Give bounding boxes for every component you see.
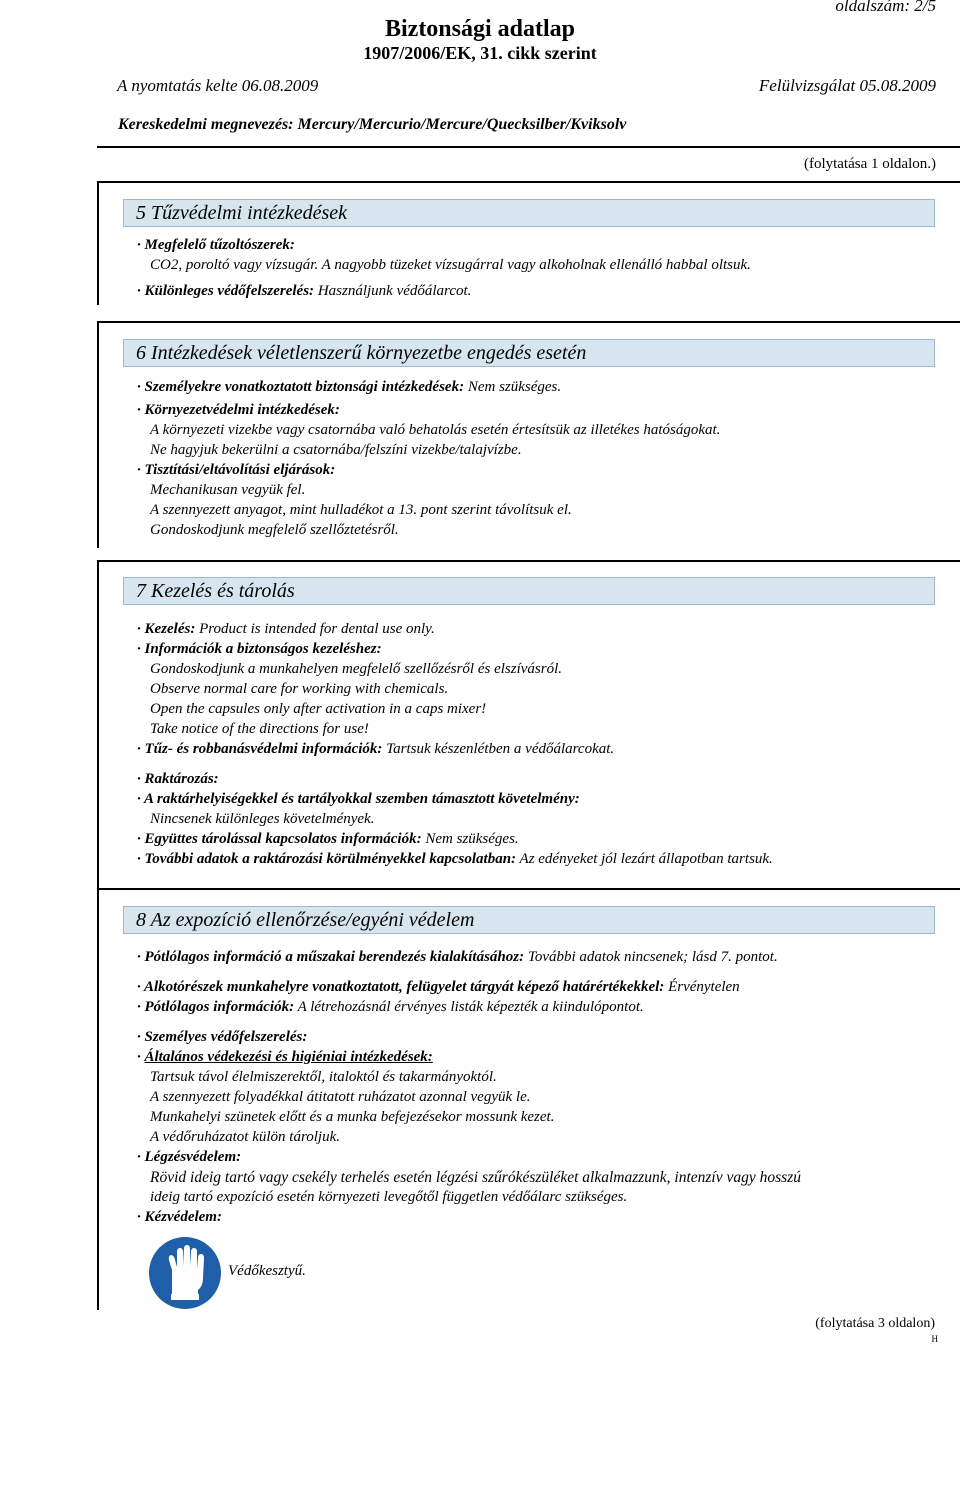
header-rule: [97, 146, 960, 148]
value: Érvénytelen: [664, 979, 740, 995]
section-8-title: 8 Az expozíció ellenőrzése/egyéni védelem: [123, 906, 935, 934]
label: · Tűz- és robbanásvédelmi információk:: [137, 741, 383, 757]
value: Tartsuk készenlétben a védőálarcokat.: [382, 741, 615, 757]
value: A létrehozásnál érvényes listák képezték a kiindulópontot.: [294, 999, 644, 1015]
s5-line: [137, 282, 471, 301]
document-subtitle: 1907/2006/EK, 31. cikk szerint: [363, 43, 597, 63]
s8-line: [137, 978, 740, 997]
section-6-title: 6 Intézkedések véletlenszerű környezetbe engedés esetén: [123, 339, 935, 367]
s8-line: Rövid ideig tartó vagy csekély terhelés esetén légzési szűrókészüléket alkalmazzunk, intenzív vagy hosszú: [150, 1169, 801, 1186]
glove-icon: [148, 1236, 222, 1310]
footer-mark: H: [931, 1334, 938, 1344]
s8-hygiene-heading: Általános védekezési és higiéniai intézkedések:: [144, 1049, 433, 1065]
label: · Különleges védőfelszerelés:: [137, 283, 315, 299]
s7-line: Observe normal care for working with chemicals.: [150, 681, 449, 697]
s6-line: · Környezetvédelmi intézkedések:: [137, 402, 340, 418]
s8-line: ideig tartó expozíció esetén környezeti levegőtől független védőálarc szükséges.: [150, 1189, 628, 1205]
value: Használjunk védőálarcot.: [314, 283, 472, 299]
s8-line: · Személyes védőfelszerelés:: [137, 1029, 308, 1045]
label: · Alkotórészek munkahelyre vonatkoztatott, felügyelet tárgyát képező határértékekkel:: [137, 979, 665, 995]
s6-line: Mechanikusan vegyük fel.: [150, 482, 306, 498]
revision-date: Felülvizsgálat 05.08.2009: [758, 76, 936, 95]
s6-line: A környezeti vizekbe vagy csatornába való behatolás esetén értesítsük az illetékes hatóságokat.: [150, 422, 721, 438]
value: Nem szükséges.: [421, 831, 519, 847]
document-title: Biztonsági adatlap: [384, 16, 576, 42]
s6-line: Gondoskodjunk megfelelő szellőztetésről.: [150, 522, 399, 538]
label: · Pótlólagos információ a műszakai berendezés kialakításához:: [137, 949, 525, 965]
s6-line: · Tisztítási/eltávolítási eljárások:: [137, 462, 336, 478]
s7-line: [137, 830, 519, 849]
s8-line: [137, 948, 778, 967]
s8-line: Tartsuk távol élelmiszerektől, italoktól és takarmányoktól.: [150, 1069, 497, 1085]
label: · További adatok a raktározási körülményekkel kapcsolatban:: [137, 851, 517, 867]
value: Nem szükséges.: [464, 379, 562, 395]
s7-line: [137, 850, 773, 869]
continued-from: (folytatása 1 oldalon.): [803, 156, 936, 172]
s5-line: · Megfelelő tűzoltószerek:: [137, 237, 295, 253]
section-7-title: 7 Kezelés és tárolás: [123, 577, 935, 605]
label: · Együttes tárolással kapcsolatos információk:: [137, 831, 422, 847]
s8-line: Munkahelyi szünetek előtt és a munka befejezésekor mossunk kezet.: [150, 1109, 555, 1125]
s8-line: · Légzésvédelem:: [137, 1149, 242, 1165]
s7-line: [137, 620, 435, 639]
s6-line: Ne hagyjuk bekerülni a csatornába/felszíni vizekbe/talajvízbe.: [150, 442, 522, 458]
s8-line: · Általános védekezési és higiéniai intézkedések:: [137, 1049, 433, 1065]
label: · Kezelés:: [137, 621, 196, 637]
s8-line: A szennyezett folyadékkal átitatott ruházatot azonnal vegyük le.: [150, 1089, 531, 1105]
s6-line: A szennyezett anyagot, mint hulladékot a 13. pont szerint távolítsuk el.: [150, 502, 572, 518]
glove-label: Védőkesztyű.: [228, 1263, 306, 1279]
label: · Személyekre vonatkoztatott biztonsági intézkedések:: [137, 379, 465, 395]
s8-line: [137, 998, 644, 1017]
s7-line: [137, 740, 614, 759]
s7-line: Nincsenek különleges követelmények.: [150, 811, 375, 827]
print-date: A nyomtatás kelte 06.08.2009: [117, 76, 319, 95]
page-number: oldalszám: 2/5: [835, 0, 936, 15]
s7-line: Open the capsules only after activation in a caps mixer!: [150, 701, 487, 717]
s8-line: · Kézvédelem:: [137, 1209, 222, 1225]
s7-line: Take notice of the directions for use!: [150, 721, 369, 737]
continued-on: (folytatása 3 oldalon): [815, 1316, 935, 1331]
label: · Pótlólagos információk:: [137, 999, 295, 1015]
value: További adatok nincsenek; lásd 7. pontot.: [524, 949, 778, 965]
value: Az edényeket jól lezárt állapotban tartsuk.: [516, 851, 773, 867]
section-5-title: 5 Tűzvédelmi intézkedések: [123, 199, 935, 227]
s6-line: [137, 378, 561, 397]
s7-line: Gondoskodjunk a munkahelyen megfelelő szellőzésről és elszívásról.: [150, 661, 563, 677]
s8-line: A védőruházatot külön tároljuk.: [150, 1129, 340, 1145]
s5-line: CO2, poroltó vagy vízsugár. A nagyobb tüzeket vízsugárral vagy alkoholnak ellenálló habbal oltsuk.: [150, 257, 751, 273]
s7-line: · Információk a biztonságos kezeléshez:: [137, 641, 382, 657]
s7-line: · A raktárhelyiségekkel és tartályokkal szemben támasztott követelmény:: [137, 791, 580, 807]
value: Product is intended for dental use only.: [195, 621, 435, 637]
trade-name: Kereskedelmi megnevezés: Mercury/Mercurio/Mercure/Quecksilber/Kviksolv: [118, 116, 627, 133]
s7-line: · Raktározás:: [137, 771, 219, 787]
